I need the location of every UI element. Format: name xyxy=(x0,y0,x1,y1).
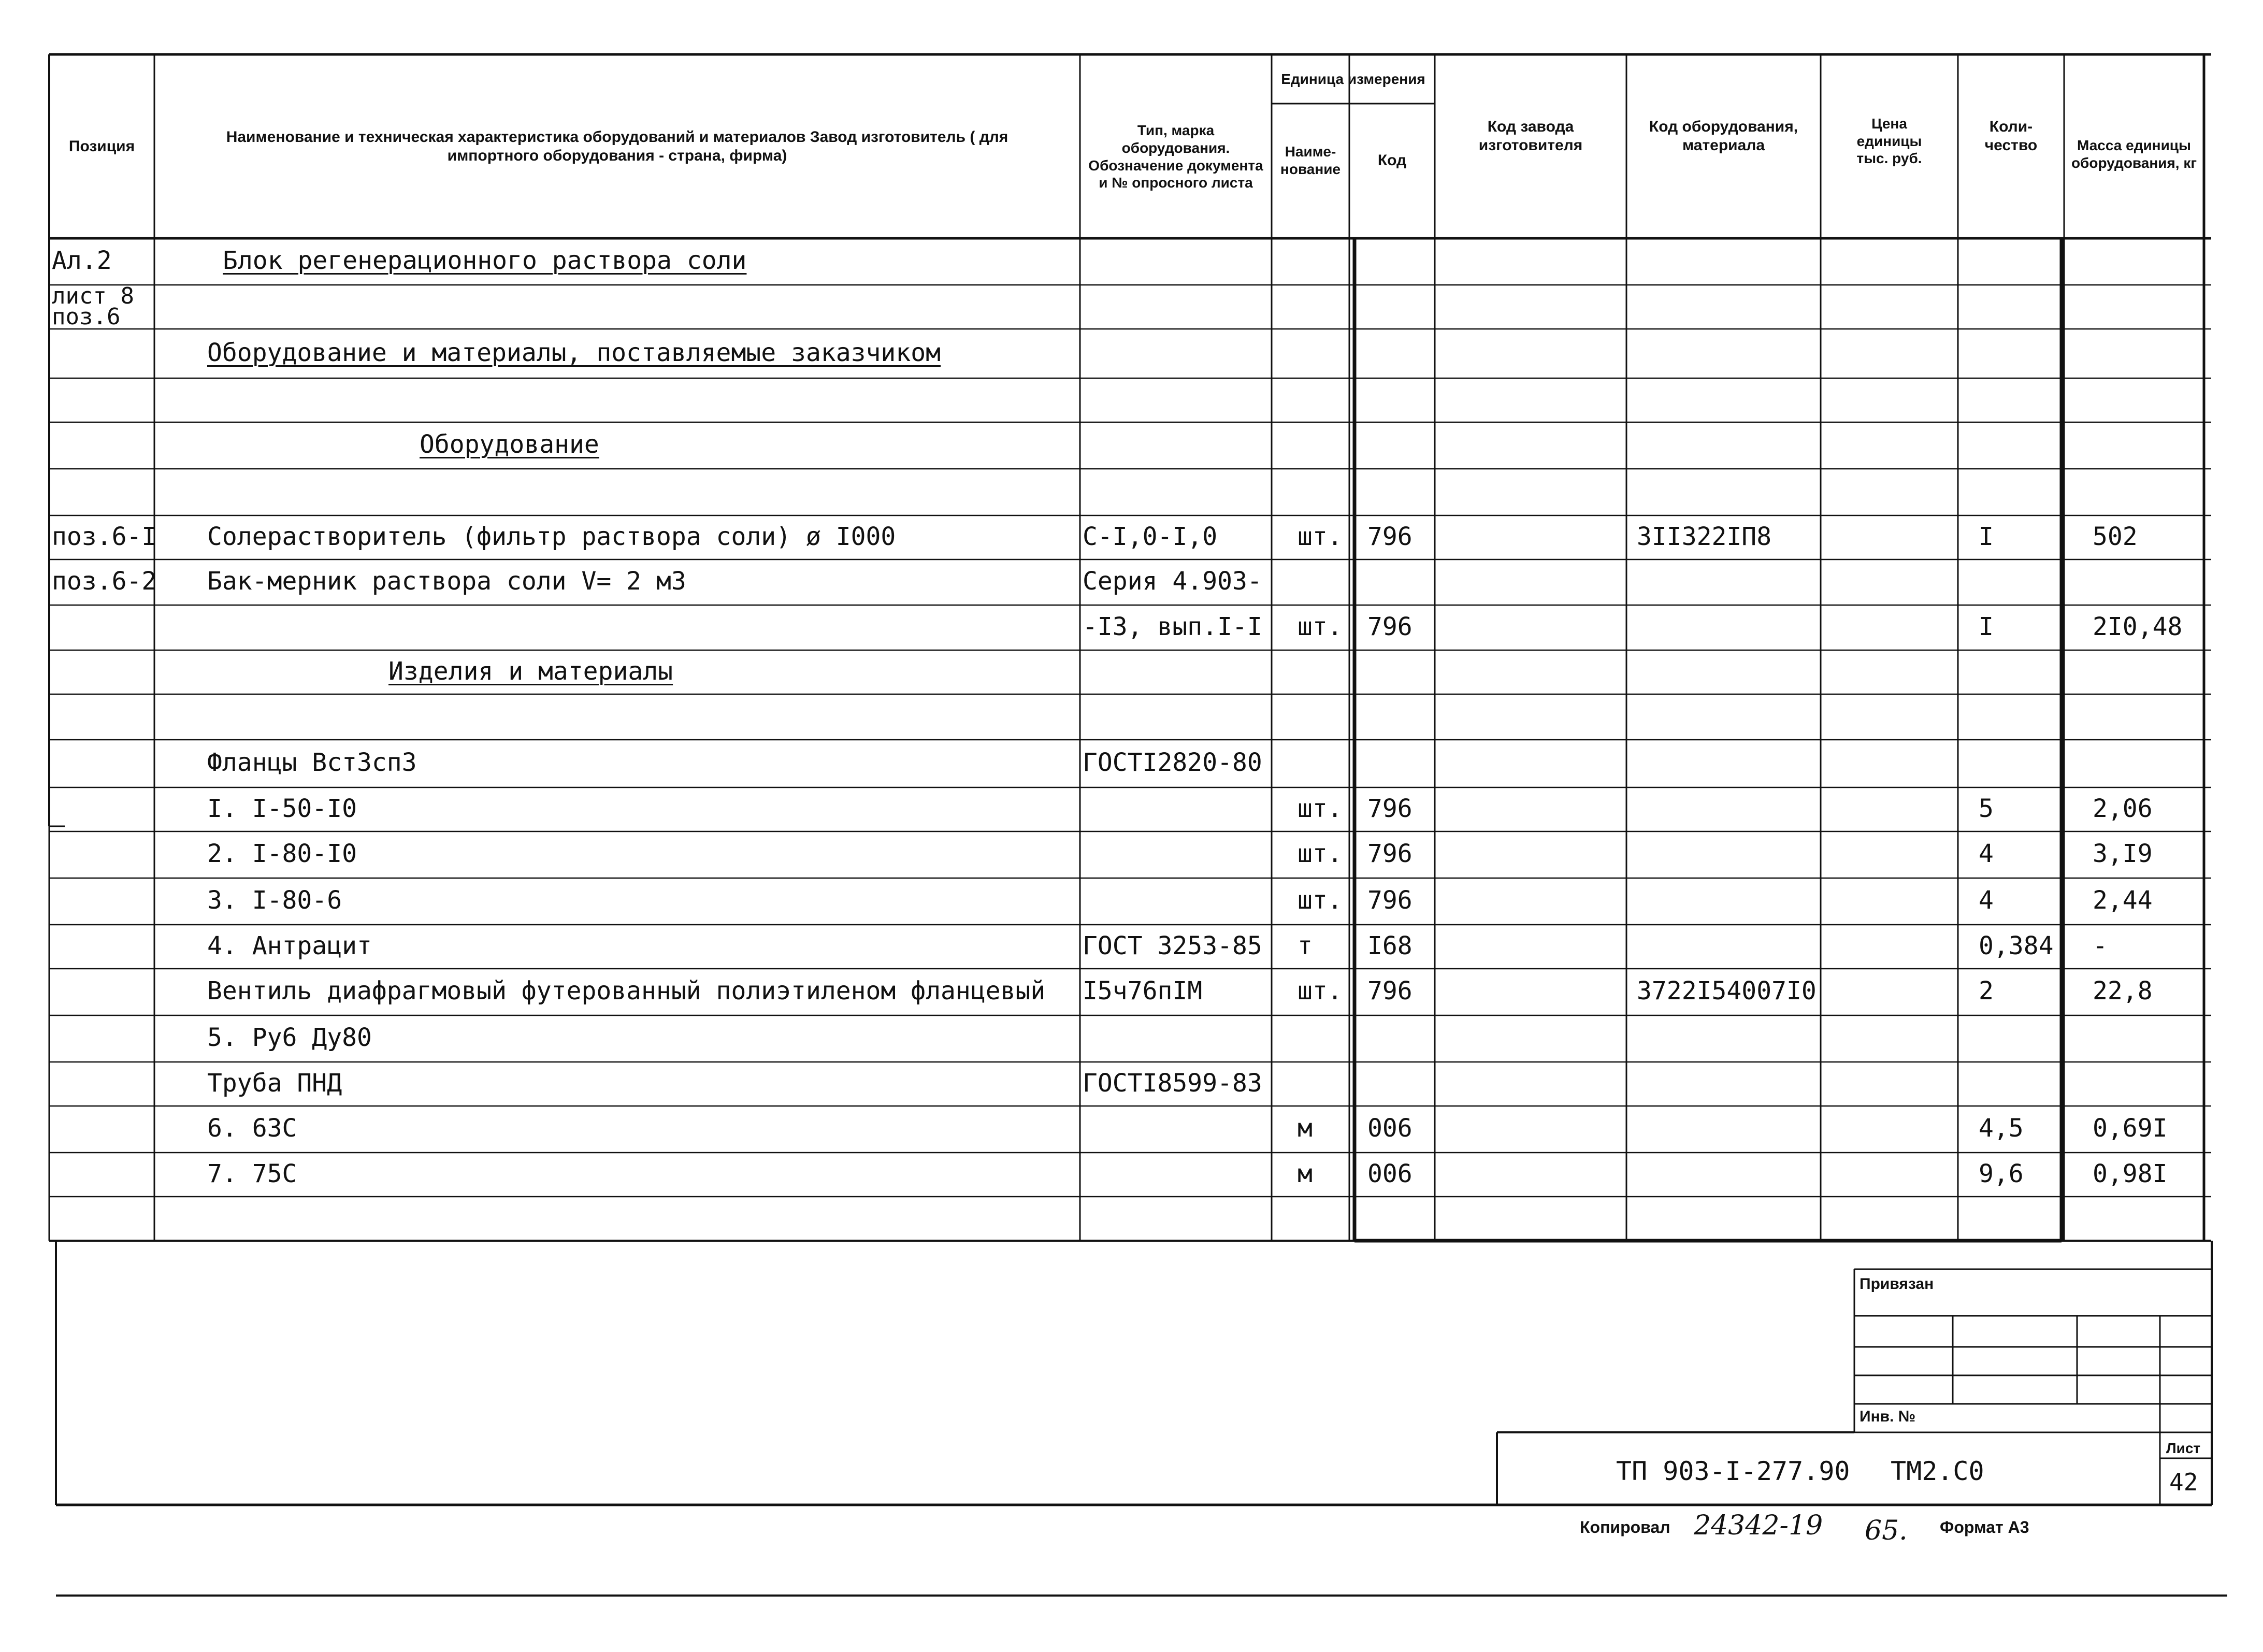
row-mass: 22,8 xyxy=(2093,976,2153,1005)
header-unit-group: Единица измерения xyxy=(1281,70,1425,87)
row-quantity: 9,6 xyxy=(1979,1159,2024,1188)
header-quantity: Коли- чество xyxy=(1984,118,2038,154)
stamp-sheet-number: 42 xyxy=(2169,1468,2198,1496)
stamp-doc-code: ТП 903-I-277.90 xyxy=(1616,1456,1850,1486)
row-name: Изделия и материалы xyxy=(388,656,673,686)
stamp-mark: ТМ2.С0 xyxy=(1891,1456,1984,1486)
row-name: I. I-50-I0 xyxy=(207,794,357,823)
row-name: Оборудование xyxy=(420,430,599,459)
row-type: -I3, вып.I-I xyxy=(1083,612,1262,641)
row-quantity: 4 xyxy=(1979,839,1994,868)
row-unit-code: 796 xyxy=(1367,612,1412,641)
row-mass: 0,98I xyxy=(2093,1159,2168,1188)
stamp-inv-label: Инв. № xyxy=(1860,1408,1916,1425)
header-factory-code: Код завода изготовителя xyxy=(1478,118,1583,154)
stamp-format: Формат А3 xyxy=(1940,1518,2029,1536)
stamp-copy-number: 24342-19 xyxy=(1694,1510,1823,1541)
row-name: 2. I-80-I0 xyxy=(207,839,357,868)
header-name: Наименование и техническая характеристика оборудований и материалов Завод изготовитель ( для импортного оборудования - страна, фирма) xyxy=(226,128,1008,164)
row-position: поз.6-2 xyxy=(52,567,157,596)
row-mass: 2,06 xyxy=(2093,794,2153,823)
row-quantity: 4,5 xyxy=(1979,1114,2024,1143)
row-unit-code: 796 xyxy=(1367,522,1412,551)
row-type: ГОСТ 3253-85 xyxy=(1083,931,1262,960)
row-name: Блок регенерационного раствора соли xyxy=(223,246,747,275)
row-name: 6. 63С xyxy=(207,1114,297,1143)
row-unit-code: 006 xyxy=(1367,1114,1412,1143)
row-quantity: 4 xyxy=(1979,886,1994,915)
row-mass: 502 xyxy=(2093,522,2138,551)
row-unit-name: шт. xyxy=(1298,522,1343,551)
row-name: 7. 75С xyxy=(207,1159,297,1188)
row-unit-code: I68 xyxy=(1367,931,1412,960)
header-type: Тип, марка оборудования. Обозначение документа и № опросного листа xyxy=(1088,122,1263,191)
row-mass: 3,I9 xyxy=(2093,839,2153,868)
header-mass: Масса единицы оборудования, кг xyxy=(2071,137,2197,171)
row-unit-name: т xyxy=(1298,931,1313,960)
row-unit-name: шт. xyxy=(1298,794,1343,823)
row-equipment-code: 3722I54007I0 xyxy=(1637,976,1817,1005)
stamp-bound-label: Привязан xyxy=(1860,1275,1934,1292)
header-price: Цена единицы тыс. руб. xyxy=(1856,116,1922,167)
row-position: поз.6-I xyxy=(52,522,157,551)
row-unit-code: 796 xyxy=(1367,886,1412,915)
row-position: лист 8 поз.6 xyxy=(52,283,134,330)
row-name: Солерастворитель (фильтр раствора соли) ø I000 xyxy=(207,522,896,551)
stamp-copied-label: Копировал xyxy=(1580,1518,1670,1536)
row-name: 3. I-80-6 xyxy=(207,886,342,915)
header-unit-code: Код xyxy=(1377,152,1407,169)
row-name: Оборудование и материалы, поставляемые заказчиком xyxy=(207,338,941,367)
row-unit-name: шт. xyxy=(1298,612,1343,641)
row-unit-name: м xyxy=(1298,1114,1313,1143)
row-quantity: 0,384 xyxy=(1979,931,2054,960)
row-quantity: 5 xyxy=(1979,794,1994,823)
header-unit-name: Наиме- нование xyxy=(1280,143,1341,177)
row-unit-code: 796 xyxy=(1367,794,1412,823)
header-equipment-code: Код оборудования, материала xyxy=(1649,118,1798,154)
stamp-sheet-label: Лист xyxy=(2166,1440,2201,1456)
row-unit-name: м xyxy=(1298,1159,1313,1188)
row-name: 4. Антрацит xyxy=(207,931,372,960)
row-quantity: I xyxy=(1979,612,1994,641)
row-name: Бак-мерник раствора соли V= 2 м3 xyxy=(207,567,686,596)
row-name: 5. Ру6 Ду80 xyxy=(207,1023,372,1052)
row-mass: 2I0,48 xyxy=(2093,612,2183,641)
row-name: Вентиль диафрагмовый футерованный полиэтиленом фланцевый xyxy=(207,976,1046,1005)
row-unit-name: шт. xyxy=(1298,886,1343,915)
row-unit-name: шт. xyxy=(1298,839,1343,868)
row-mass: - xyxy=(2093,931,2108,960)
row-type: I5ч76пIМ xyxy=(1083,976,1203,1005)
row-type: ГОСТI8599-83 xyxy=(1083,1068,1262,1098)
row-unit-name: шт. xyxy=(1298,976,1343,1005)
row-mass: 2,44 xyxy=(2093,886,2153,915)
row-name: Фланцы ВстЗсп3 xyxy=(207,748,417,777)
row-quantity: I xyxy=(1979,522,1994,551)
row-type: ГОСТI2820-80 xyxy=(1083,748,1262,777)
row-unit-code: 796 xyxy=(1367,976,1412,1005)
stamp-copy-extra: 65. xyxy=(1865,1515,1908,1546)
row-unit-code: 796 xyxy=(1367,839,1412,868)
row-name: Труба ПНД xyxy=(207,1068,342,1098)
row-quantity: 2 xyxy=(1979,976,1994,1005)
row-equipment-code: 3II322IП8 xyxy=(1637,522,1772,551)
row-unit-code: 006 xyxy=(1367,1159,1412,1188)
row-mass: 0,69I xyxy=(2093,1114,2168,1143)
row-position: Ал.2 xyxy=(52,246,112,275)
header-position: Позиция xyxy=(68,137,135,155)
row-type: С-I,0-I,0 xyxy=(1083,522,1218,551)
row-type: Серия 4.903- xyxy=(1083,567,1262,596)
